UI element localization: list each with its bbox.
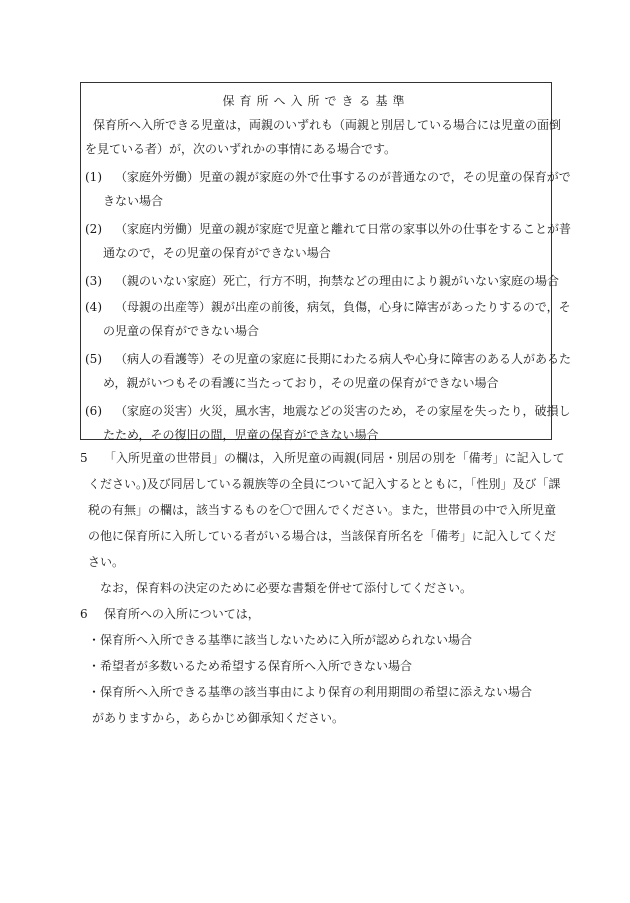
section-6-heading: 保育所への入所については， [104,607,260,621]
section-5-number: 5 [80,451,88,465]
criteria-item-text: （家庭外労働）児童の親が家庭の外で仕事するのが普通なので，その児童の保育がで [115,170,571,184]
criteria-item-number: (1) [85,170,102,184]
criteria-item-text: たため，その復旧の間，児童の保育ができない場合 [103,428,379,442]
section-6-bullet: ・希望者が多数いるため希望する保育所へ入所できない場合 [88,659,413,673]
section-5-text: の他に保育所に入所している者がいる場合は，当該保育所名を「備考」に記入してくだ [88,529,557,543]
section-5-text: 「入所児童の世帯員」の欄は，入所児童の両親(同居・別居の別を「備考」に記入して [104,451,565,465]
section-5-note: なお，保育料の決定のために必要な書類を併せて添付してください。 [100,581,473,595]
criteria-item-text: め，親がいつもその看護に当たっており，その児童の保育ができない場合 [103,376,499,390]
section-5-text: 税の有無」の欄は，該当するものを〇で囲んでください。また，世帯員の中で入所児童 [88,503,557,517]
criteria-item-number: (3) [85,274,102,288]
criteria-item-text: の児童の保育ができない場合 [103,324,260,338]
section-6-number: 6 [80,607,88,621]
criteria-item-text: （家庭内労働）児童の親が家庭で児童と離れて日常の家事以外の仕事をすることが普 [115,222,572,236]
criteria-item-text: （母親の出産等）親が出産の前後，病気，負傷，心身に障害があったりするので，そ [115,300,571,314]
section-6-closing: がありますから，あらかじめ御承知ください。 [92,711,345,725]
criteria-item-number: (2) [85,222,102,236]
criteria-intro-line: を見ている者）が，次のいずれかの事情にある場合です。 [85,142,397,156]
criteria-intro-line: 保育所へ入所できる児童は，両親のいずれも（両親と別居している場合には児童の面倒 [93,118,562,132]
criteria-item-number: (4) [85,300,102,314]
section-6-bullet: ・保育所へ入所できる基準の該当事由により保育の利用期間の希望に添えない場合 [88,685,533,699]
criteria-item-text: （家庭の災害）火災，風水害，地震などの災害のため，その家屋を失ったり，破損し [115,404,571,418]
criteria-item-number: (6) [85,404,102,418]
section-5-text: ください。)及び同居している親族等の全員について記入するとともに，「性別」及び「課 [88,477,561,491]
criteria-item-number: (5) [85,352,102,366]
criteria-item-text: 通なので，その児童の保育ができない場合 [103,246,331,260]
section-6-bullet: ・保育所へ入所できる基準に該当しないために入所が認められない場合 [88,633,473,647]
criteria-item-text: （親のいない家庭）死亡，行方不明，拘禁などの理由により親がいない家庭の場合 [115,274,560,288]
criteria-item-text: （病人の看護等）その児童の家庭に長期にわたる病人や心身に障害のある人があるた [115,352,572,366]
criteria-title: 保育所へ入所できる基準 [222,94,410,108]
admission-criteria-box [80,82,572,442]
section-5-text: さい。 [88,555,125,569]
criteria-item-text: きない場合 [103,194,164,208]
